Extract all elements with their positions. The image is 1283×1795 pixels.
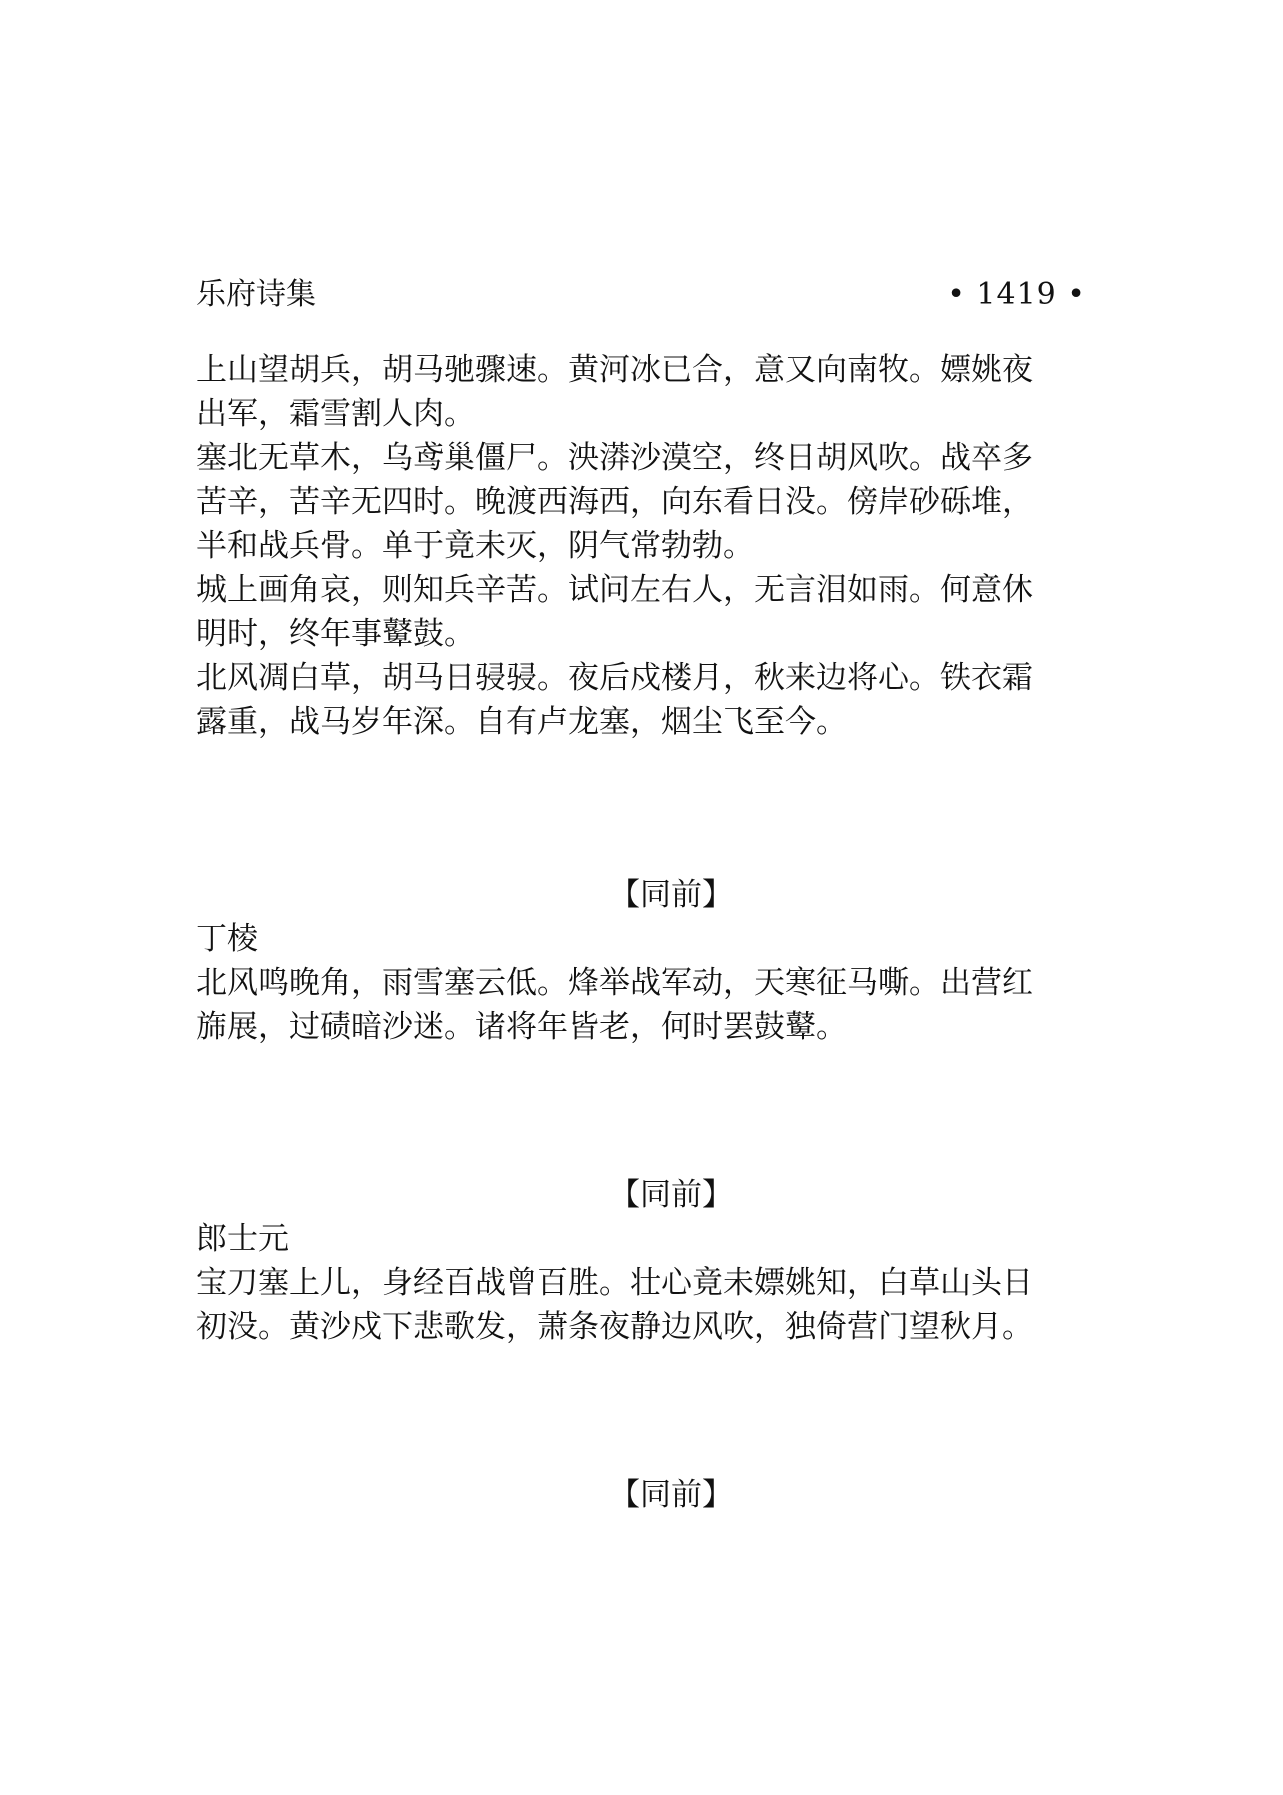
- text-line: 露重，战马岁年深。自有卢龙塞，烟尘飞至今。: [196, 704, 847, 740]
- book-title: 乐府诗集: [196, 277, 316, 312]
- text-line: 宝刀塞上儿，身经百战曾百胜。壮心竟未嫖姚知，白草山头日: [196, 1265, 1033, 1301]
- text-line: 苦辛，苦辛无四时。晚渡西海西，向东看日没。傍岸砂砾堆，: [196, 484, 1033, 520]
- text-line: 城上画角哀，则知兵辛苦。试问左右人，无言泪如雨。何意休: [196, 572, 1033, 608]
- text-line: 上山望胡兵，胡马驰骤速。黄河冰已合，意又向南牧。嫖姚夜: [196, 352, 1033, 388]
- text-line: 半和战兵骨。单于竟未灭，阴气常勃勃。: [196, 528, 754, 564]
- text-line: 塞北无草木，乌鸢巢僵尸。泱漭沙漠空，终日胡风吹。战卒多: [196, 440, 1033, 476]
- poem-text-continued: [196, 348, 1096, 744]
- poem-title: 【同前】: [609, 877, 733, 913]
- text-line: 北风凋白草，胡马日骎骎。夜后戍楼月，秋来边将心。铁衣霜: [196, 660, 1033, 696]
- text-line: 初没。黄沙戍下悲歌发，萧条夜静边风吹，独倚营门望秋月。: [196, 1309, 1033, 1345]
- running-head: [196, 270, 1096, 320]
- poem-author: 郎士元: [196, 1221, 289, 1257]
- text-line: 出军，霜雪割人肉。: [196, 396, 475, 432]
- poem-section: [196, 1173, 1096, 1349]
- page-content: [196, 270, 1096, 1513]
- text-line: 旆展，过碛暗沙迷。诸将年皆老，何时罢鼓鼙。: [196, 1009, 847, 1045]
- poem-title: 【同前】: [609, 1177, 733, 1213]
- poem-author: 丁棱: [196, 921, 258, 957]
- poem-section: [196, 1473, 1096, 1517]
- text-line: 明时，终年事鼙鼓。: [196, 616, 475, 652]
- text-line: 北风鸣晚角，雨雪塞云低。烽举战军动，天寒征马嘶。出营红: [196, 965, 1033, 1001]
- poem-title: 【同前】: [609, 1477, 733, 1513]
- page-number: • 1419 •: [947, 277, 1086, 312]
- poem-section: [196, 873, 1096, 1049]
